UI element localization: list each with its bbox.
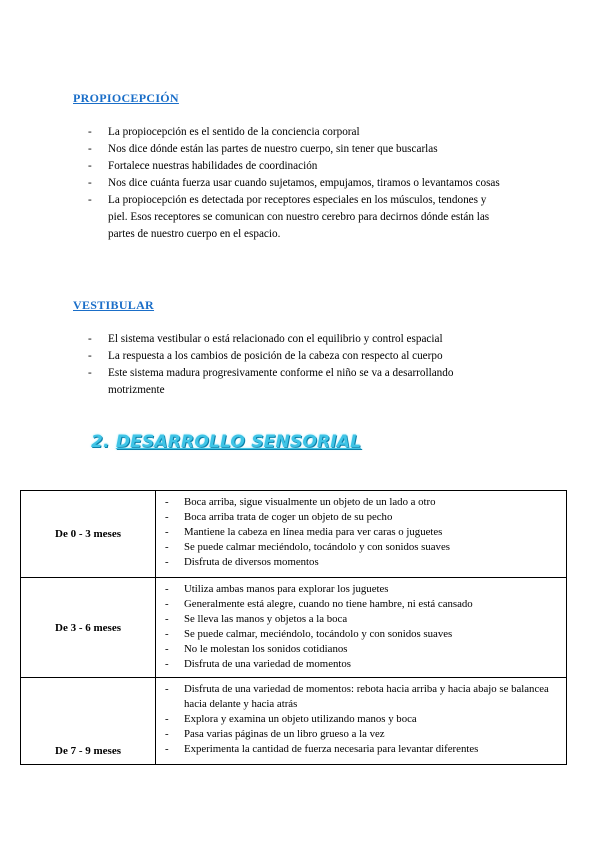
- list-item: - Boca arriba trata de coger un objeto de su pecho: [165, 511, 393, 523]
- age-cell: De 0 - 3 meses: [21, 491, 156, 578]
- list-item: - No le molestan los sonidos cotidianos: [165, 643, 348, 655]
- list-item: - Disfruta de una variedad de momentos: rebota hacia arriba y hacia abajo se balancea hacia delante y hacia atrás: [165, 683, 549, 710]
- list-item: - Boca arriba, sigue visualmente un objeto de un lado a otro: [165, 496, 436, 508]
- list-item: - Este sistema madura progresivamente conforme el niño se va a desarrollando motrizmente: [88, 367, 454, 396]
- list-item: - Experimenta la cantidad de fuerza necesaria para levantar diferentes: [165, 743, 479, 755]
- list-item: - Nos dice dónde están las partes de nuestro cuerpo, sin tener que buscarlas: [88, 143, 438, 155]
- list-item: - Pasa varias páginas de un libro grueso a la vez: [165, 728, 385, 740]
- vestibular-list: [88, 331, 508, 399]
- list-item: - Generalmente está alegre, cuando no tiene hambre, ni está cansado: [165, 598, 473, 610]
- list-item: - Utiliza ambas manos para explorar los juguetes: [165, 583, 389, 595]
- section-number: 2.: [91, 432, 110, 452]
- development-table: [20, 490, 567, 765]
- list-item: - Disfruta de diversos momentos: [165, 556, 319, 568]
- list-item: - La propiocepción es detectada por receptores especiales en los músculos, tendones y piel. Esos receptores se comunican con nuestro cerebro para decirnos dónde están las partes de nuestro cuerpo en el espacio.: [88, 194, 490, 240]
- milestones-cell: [156, 578, 567, 678]
- milestones-cell: [156, 491, 567, 578]
- list-item: - Fortalece nuestras habilidades de coordinación: [88, 160, 318, 172]
- age-cell: De 3 - 6 meses: [21, 578, 156, 678]
- list-item: - Se puede calmar meciéndolo, tocándolo y con sonidos suaves: [165, 541, 450, 553]
- list-item: - Se puede calmar, meciéndolo, tocándolo y con sonidos suaves: [165, 628, 453, 640]
- vestibular-heading: VESTIBULAR: [73, 298, 155, 312]
- section-title: [91, 432, 361, 452]
- section-title-text: DESARROLLO SENSORIAL: [115, 432, 362, 452]
- table-row: [21, 678, 567, 765]
- list-item: - La propiocepción es el sentido de la conciencia corporal: [88, 126, 360, 138]
- list-item: - El sistema vestibular o está relacionado con el equilibrio y control espacial: [88, 333, 443, 345]
- table-row: [21, 491, 567, 578]
- propiocepcion-list: [88, 124, 508, 243]
- list-item: - Se lleva las manos y objetos a la boca: [165, 613, 348, 625]
- list-item: - La respuesta a los cambios de posición de la cabeza con respecto al cuerpo: [88, 350, 443, 362]
- age-label: De 7 - 9 meses: [55, 745, 121, 757]
- list-item: - Nos dice cuánta fuerza usar cuando sujetamos, empujamos, tiramos o levantamos cosas: [88, 177, 500, 189]
- list-item: - Disfruta de una variedad de momentos: [165, 658, 351, 670]
- age-cell: [21, 678, 156, 765]
- milestones-cell: [156, 678, 567, 765]
- list-item: - Explora y examina un objeto utilizando manos y boca: [165, 713, 417, 725]
- table-row: [21, 578, 567, 678]
- list-item: - Mantiene la cabeza en línea media para ver caras o juguetes: [165, 526, 443, 538]
- propiocepcion-heading: PROPIOCEPCIÓN: [73, 91, 179, 105]
